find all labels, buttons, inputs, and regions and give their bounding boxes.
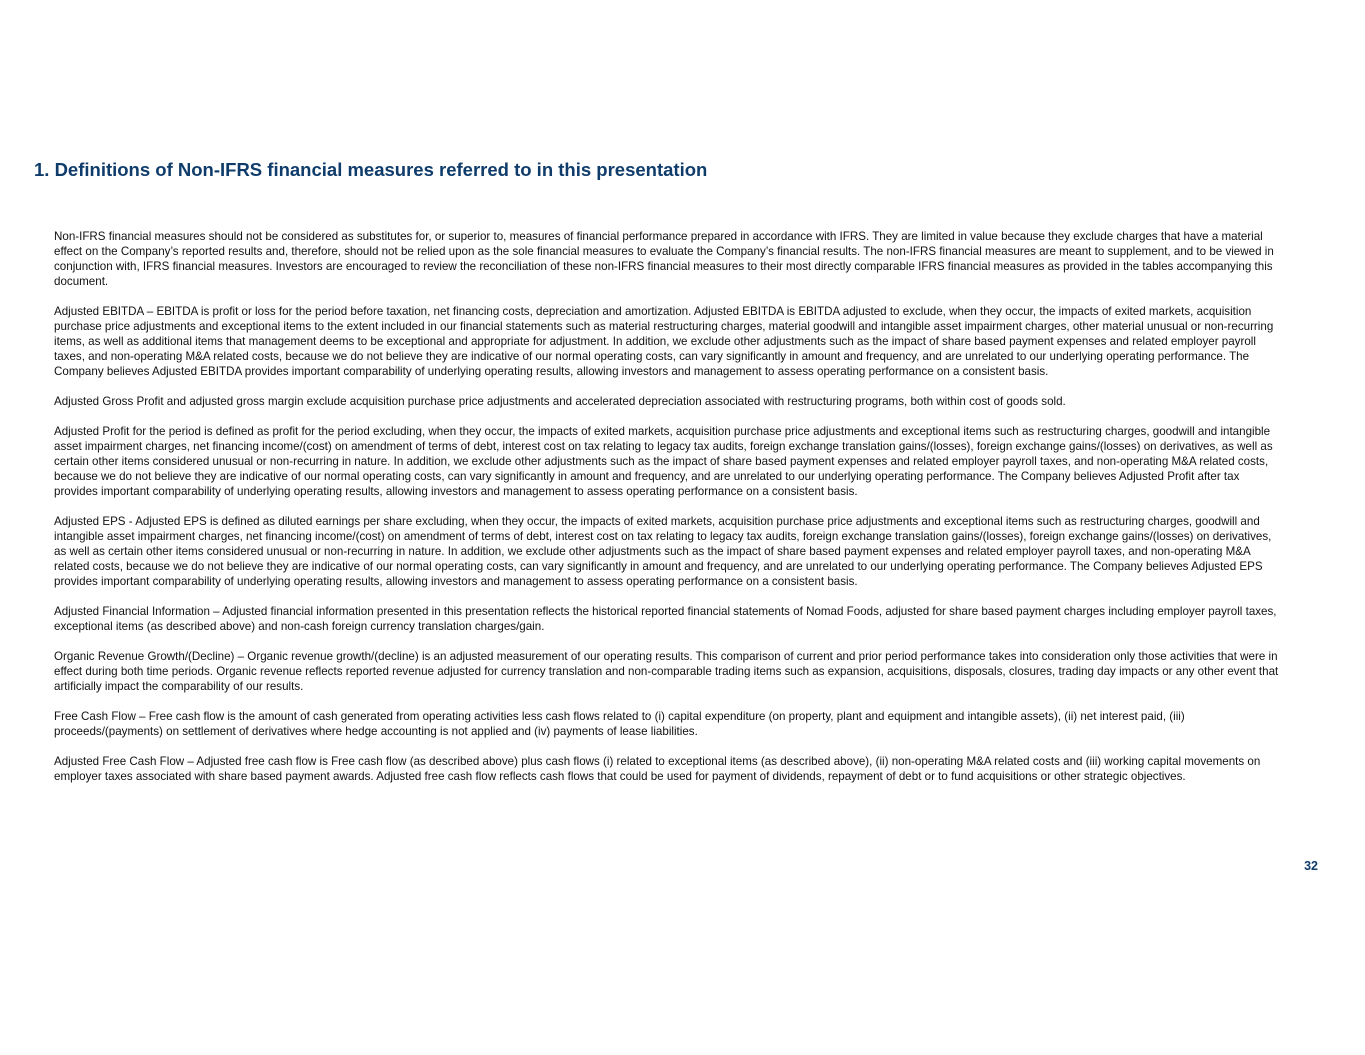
paragraph-organic-revenue-growth: Organic Revenue Growth/(Decline) – Organic revenue growth/(decline) is an adjusted measurement of our operating results. This comparison of current and prior period performance takes into consideration only those activities that were in effect during both time periods. Organic revenue reflects reported revenue adjusted for currency translation and non-comparable trading items such as expansion, acquisitions, disposals, closures, trading day impacts or any other event that artificially impact the comparability of our results. bbox=[54, 650, 1279, 693]
paragraph-non-ifrs-intro: Non-IFRS financial measures should not be considered as substitutes for, or superior to, measures of financial performance prepared in accordance with IFRS. They are limited in value because they exclude charges that have a material effect on the Company’s reported results and, therefore, should not be relied upon as the sole financial measures to evaluate the Company’s financial results. The non-IFRS financial measures are meant to supplement, and to be viewed in conjunction with, IFRS financial measures. Investors are encouraged to review the reconciliation of these non-IFRS financial measures to their most directly comparable IFRS financial measures as provided in the tables accompanying this document. bbox=[54, 230, 1274, 288]
paragraph-free-cash-flow: Free Cash Flow – Free cash flow is the amount of cash generated from operating activities less cash flows related to (i) capital expenditure (on property, plant and equipment and intangible assets), (ii) net interest paid, (iii) proceeds/(payments) on settlement of derivatives where hedge accounting is not applied and (iv) payments of lease liabilities. bbox=[54, 710, 1185, 738]
definitions-body bbox=[54, 229, 1286, 799]
paragraph-adjusted-financial-information: Adjusted Financial Information – Adjusted financial information presented in this presentation reflects the historical reported financial statements of Nomad Foods, adjusted for share based payment charges including employer payroll taxes, exceptional items (as described above) and non-cash foreign currency translation charges/gain. bbox=[54, 605, 1277, 633]
paragraph-adjusted-profit: Adjusted Profit for the period is defined as profit for the period excluding, when they occur, the impacts of exited markets, acquisition purchase price adjustments and exceptional items such as restructuring charges, goodwill and intangible asset impairment charges, net financing income/(cost) on amendment of terms of debt, interest cost on tax relating to legacy tax audits, foreign exchange translation gains/(losses), foreign exchange gains/(losses) on derivatives, as well as certain other items considered unusual or non-recurring in nature. In addition, we exclude other adjustments such as the impact of share based payment expenses and related employer payroll taxes, and non-operating M&A related costs, because we do not believe they are indicative of our normal operating costs, can vary significantly in amount and frequency, and are unrelated to our underlying operating performance. The Company believes Adjusted Profit after tax provides important comparability of underlying operating results, allowing investors and management to assess operating performance on a consistent basis. bbox=[54, 425, 1273, 498]
paragraph-adjusted-eps: Adjusted EPS - Adjusted EPS is defined as diluted earnings per share excluding, when they occur, the impacts of exited markets, acquisition purchase price adjustments and exceptional items such as restructuring charges, goodwill and intangible asset impairment charges, net financing income/(cost) on amendment of terms of debt, interest cost on tax relating to legacy tax audits, foreign exchange translation gains/(losses), foreign exchange gains/(losses) on derivatives, as well as certain other items considered unusual or non-recurring in nature. In addition, we exclude other adjustments such as the impact of share based payment expenses and related employer payroll taxes, and non-operating M&A related costs, because we do not believe they are indicative of our normal operating costs, can vary significantly in amount and frequency, and are unrelated to our underlying operating performance. The Company believes Adjusted EPS provides important comparability of underlying operating results, allowing investors and management to assess operating performance on a consistent basis. bbox=[54, 515, 1272, 588]
paragraph-adjusted-ebitda: Adjusted EBITDA – EBITDA is profit or loss for the period before taxation, net financing costs, depreciation and amortization. Adjusted EBITDA is EBITDA adjusted to exclude, when they occur, the impacts of exited markets, acquisition purchase price adjustments and exceptional items to the extent included in our financial statements such as material restructuring charges, material goodwill and intangible asset impairment charges, other material unusual or non-recurring items, as well as additional items that management deems to be exceptional and appropriate for adjustment. In addition, we exclude other adjustments such as the impact of share based payment expenses and related employer payroll taxes, and non-operating M&A related costs, because we do not believe they are indicative of our normal operating costs, can vary significantly in amount and frequency, and are unrelated to our underlying operating performance. The Company believes Adjusted EBITDA provides important comparability of underlying operating results, allowing investors and management to assess operating performance on a consistent basis. bbox=[54, 305, 1274, 378]
paragraph-adjusted-gross-profit: Adjusted Gross Profit and adjusted gross margin exclude acquisition purchase price adjustments and accelerated depreciation associated with restructuring programs, both within cost of goods sold. bbox=[54, 395, 1066, 408]
page-number: 32 bbox=[1304, 859, 1318, 873]
paragraph-adjusted-free-cash-flow: Adjusted Free Cash Flow – Adjusted free cash flow is Free cash flow (as described above) plus cash flows (i) related to exceptional items (as described above), (ii) non-operating M&A related costs and (iii) working capital movements on employer taxes associated with share based payment awards. Adjusted free cash flow reflects cash flows that could be used for payment of dividends, repayment of debt or to fund acquisitions or other strategic objectives. bbox=[54, 755, 1261, 783]
slide-title: 1. Definitions of Non-IFRS financial measures referred to in this presentation bbox=[34, 159, 708, 180]
